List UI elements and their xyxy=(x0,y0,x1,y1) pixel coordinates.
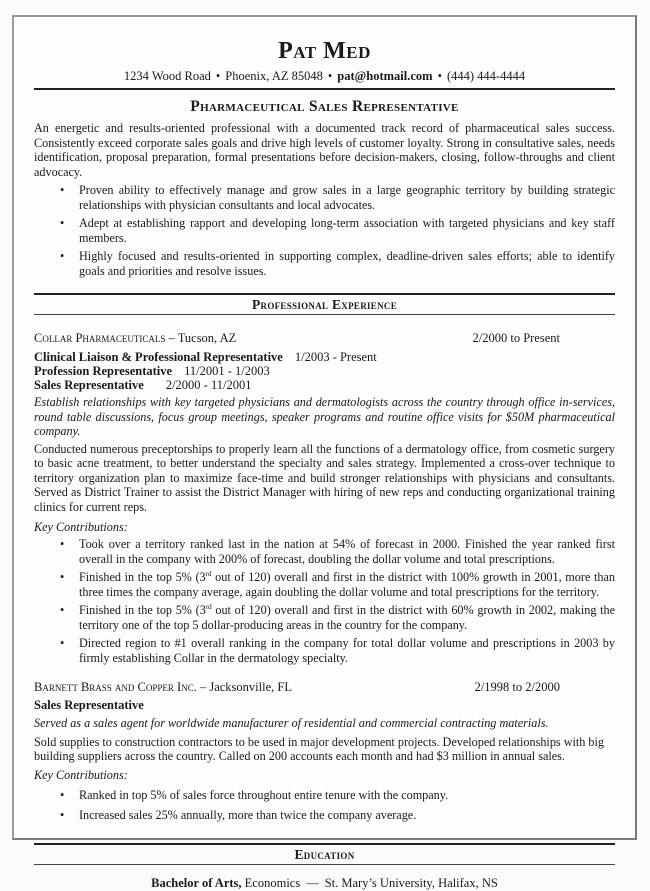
degree: Bachelor of Arts, xyxy=(151,875,242,890)
candidate-name: Pat Med xyxy=(278,38,371,64)
list-item-text: Adept at establishing rapport and developing long-term association with targeted physicians and key staff members. xyxy=(79,216,615,245)
list-item xyxy=(46,788,615,803)
list-item-text: Took over a territory ranked last in the nation at 54% of forecast in 2000. Finished the year ranked first overall in the company with 200% of forecast, doubling the dollar volume and total prescriptions. xyxy=(79,537,615,566)
bullet-icon: • xyxy=(60,537,65,551)
section-title-education: Education xyxy=(294,846,355,862)
job-dates: 2/1998 to 2/2000 xyxy=(474,680,560,694)
list-item-text: Proven ability to effectively manage and grow sales in a large geographic territory by building strategic relationships with physician consultants and local advocates. xyxy=(79,183,615,212)
section-title-experience: Professional Experience xyxy=(251,297,398,312)
job-header xyxy=(34,679,615,695)
summary-bullets xyxy=(34,183,615,278)
role-dates: 2/2000 - 11/2001 xyxy=(165,378,252,392)
section-divider-bottom xyxy=(34,314,615,315)
job-description: Conducted numerous preceptorships to properly learn all the functions of a dermatology office, from cosmetic surgery to basic acne treatment, to better understand the specialty and sales strategy. Implemented a cross-over technique to territory organization plan to maximize face-time and build stronger relationships with physicians and consultants. Served as District Trainer to assist the District Manager with hiring of new reps and conducting organizational training clinics for current reps. xyxy=(34,441,615,514)
bullet-icon: • xyxy=(60,808,65,822)
key-contributions-label: Key Contributions: xyxy=(34,767,128,782)
list-item xyxy=(46,570,615,599)
bullet-icon: • xyxy=(60,249,65,263)
contact-city: Phoenix, AZ 85048 xyxy=(225,69,323,83)
role-title: Sales Representative xyxy=(34,378,144,392)
bullet-icon: • xyxy=(60,603,65,617)
bullet-separator: • xyxy=(327,69,333,83)
role-title: Sales Representative xyxy=(34,698,144,712)
ordinal-suffix: rd xyxy=(205,603,212,611)
company-name: Barnett Brass and Copper Inc. xyxy=(34,680,197,694)
list-item xyxy=(46,216,615,245)
summary-paragraph: An energetic and results-oriented professional with a documented track record of pharmaceutical sales success. Consistently exceed corporate sales goals and drive high levels of customer loyalty. Strong in consultative sales, needs identification, proposal preparation, formal presentations before decision-makers, closing, follow-throughs and client advocacy. xyxy=(34,121,615,179)
role-title: Profession Representative xyxy=(34,364,173,378)
dash-separator: — xyxy=(306,875,319,890)
job-entry xyxy=(34,330,615,665)
job-description: Sold supplies to construction contractors to be used in major development projects. Developed relationships with big building suppliers across the country. Called on 200 accounts each month and had $3 million in annual sales. xyxy=(34,734,604,763)
resume-content xyxy=(34,17,615,891)
list-item xyxy=(46,537,615,566)
list-item xyxy=(46,183,615,212)
contact-email[interactable]: pat@hotmail.com xyxy=(337,69,433,83)
role-list xyxy=(34,350,615,392)
job-entry xyxy=(34,679,615,823)
bullet-icon: • xyxy=(60,787,65,802)
contributions-list xyxy=(34,788,615,823)
list-item-text: Increased sales 25% annually, more than twice the company average. xyxy=(79,808,417,822)
header-divider xyxy=(34,88,615,90)
role-dates: 1/2003 - Present xyxy=(294,350,377,364)
role-title: Clinical Liaison & Professional Representative xyxy=(34,350,283,364)
school-name: St. Mary’s University, Halifax, NS xyxy=(324,875,498,890)
bullet-icon: • xyxy=(60,183,65,197)
role-row xyxy=(34,698,615,712)
bullet-icon: • xyxy=(60,570,65,584)
job-dates: 2/2000 to Present xyxy=(472,331,560,345)
list-item-text: out of 120) overall and first in the district with 100% growth in 2001, more than three times the company average, again doubling the dollar volume and total prescriptions for the territory. xyxy=(79,570,615,599)
list-item xyxy=(46,808,615,823)
list-item-text: out of 120) overall and first in the district with 60% growth in 2002, making the territory one of the top 5 dollar-producing areas in the country for the company. xyxy=(79,603,616,632)
list-item-text: Finished in the top 5% (3 xyxy=(79,570,206,584)
objective-title: Pharmaceutical Sales Representative xyxy=(190,98,459,115)
role-row xyxy=(34,364,615,378)
role-row xyxy=(34,378,615,392)
contributions-list xyxy=(34,537,615,665)
field-of-study: Economics xyxy=(244,875,301,890)
key-contributions-label: Key Contributions: xyxy=(34,520,128,534)
list-item-text: Directed region to #1 overall ranking in the company for total dollar volume and prescriptions in 2003 by firmly establishing Collar in the dermatology specialty. xyxy=(79,636,615,665)
bullet-icon: • xyxy=(60,636,65,650)
role-row xyxy=(34,350,615,364)
company-location: – Jacksonville, FL xyxy=(199,680,292,694)
bullet-icon: • xyxy=(60,216,65,230)
list-item-text: Ranked in top 5% of sales force throughout entire tenure with the company. xyxy=(79,787,449,802)
job-summary-italic: Served as a sales agent for worldwide manufacturer of residential and commercial contracting materials. xyxy=(34,716,549,730)
company-location: – Tucson, AZ xyxy=(168,331,237,345)
contact-line xyxy=(34,68,615,84)
section-divider-bottom xyxy=(34,864,615,865)
role-dates: 11/2001 - 1/2003 xyxy=(184,364,270,378)
contact-address: 1234 Wood Road xyxy=(123,69,211,83)
company-name: Collar Pharmaceuticals xyxy=(34,331,166,345)
ordinal-suffix: rd xyxy=(205,570,212,578)
bullet-separator: • xyxy=(437,69,442,83)
bullet-separator: • xyxy=(215,69,221,83)
education-entry xyxy=(34,875,615,891)
list-item xyxy=(46,249,615,278)
list-item-text: Finished in the top 5% (3 xyxy=(79,603,206,617)
list-item-text: Highly focused and results-oriented in supporting complex, deadline-driven sales efforts; able to identify goals and priorities and resolve issues. xyxy=(79,249,615,278)
contact-phone: (444) 444-4444 xyxy=(446,69,526,83)
list-item xyxy=(46,603,615,632)
job-summary-italic: Establish relationships with key targeted physicians and dermatologists across the country through office in-services, round table discussions, focus group meetings, speaker programs and routine office visits for $50M pharmaceutical company. xyxy=(34,395,615,438)
list-item xyxy=(46,636,615,665)
resume-page xyxy=(12,15,637,890)
job-header xyxy=(34,330,615,346)
